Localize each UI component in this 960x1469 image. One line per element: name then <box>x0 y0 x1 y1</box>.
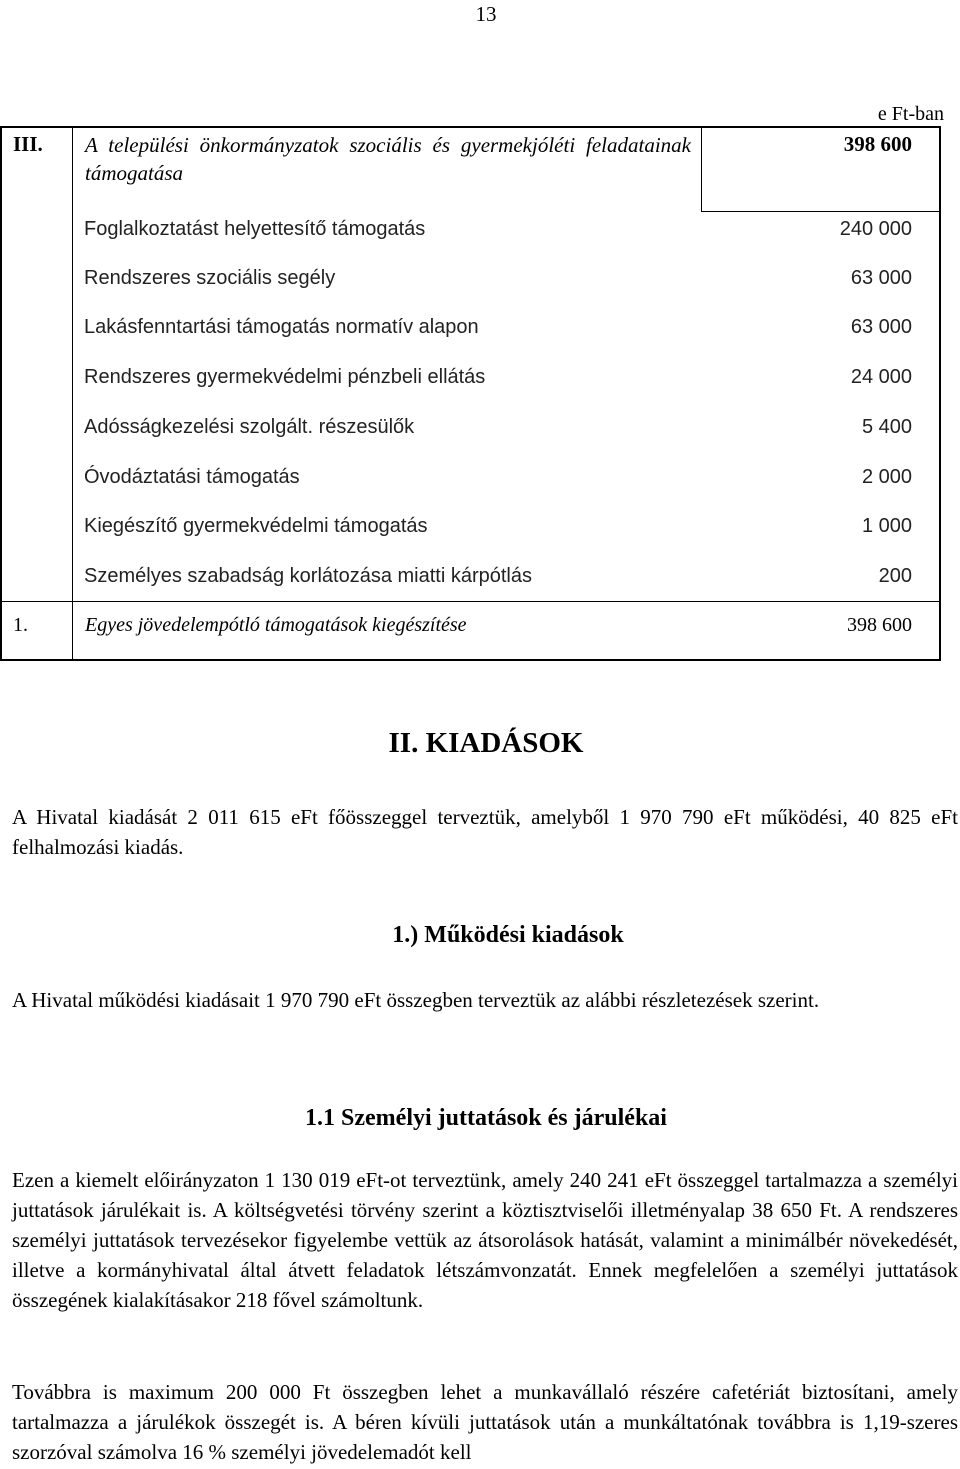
table-total-divider <box>0 601 941 602</box>
table-header-value-divider <box>701 126 702 212</box>
table-row-value: 200 <box>878 565 912 587</box>
total-number: 1. <box>13 614 28 636</box>
page-number: 13 <box>475 2 497 26</box>
section-value: 398 600 <box>843 132 912 156</box>
unit-label: e Ft-ban <box>877 103 944 125</box>
table-left-border <box>0 126 2 661</box>
cafeteria-paragraph: Továbbra is maximum 200 000 Ft összegben lehet a munkavállaló részére cafetériát biztosítani, amely tartalmazza a járulékok összegét is. A béren kívüli juttatások után a munkáltatónak továbbra is 1,19-szeres szorzóval számolva 16 % személyi jövedelemadót kell <box>12 1380 958 1464</box>
support-table <box>0 126 941 661</box>
table-row-label: Személyes szabadság korlátozása miatti kárpótlás <box>84 565 532 587</box>
table-top-border <box>0 126 941 128</box>
section-roman: III. <box>13 132 43 156</box>
table-row-value: 24 000 <box>850 366 912 388</box>
table-row-label: Foglalkoztatást helyettesítő támogatás <box>84 218 426 240</box>
table-row-value: 1 000 <box>861 515 912 537</box>
section-title: A települési önkormányzatok szociális és gyermekjóléti feladatainak támogatása <box>85 133 691 185</box>
table-right-border <box>939 126 941 661</box>
mukodesi-kiadasok-paragraph: A Hivatal működési kiadásait 1 970 790 eFt összegben terveztük az alábbi részletezések szerint. <box>12 988 820 1012</box>
table-row-value: 2 000 <box>861 466 912 488</box>
szemelyi-juttatasok-paragraph: Ezen a kiemelt előirányzaton 1 130 019 eFt-ot terveztünk, amely 240 241 eFt összeggel tartalmazza a személyi juttatások járulékait is. A költségvetési törvény szerint a köztisztviselői illetményalap 38 650 Ft. A rendszeres személyi juttatások tervezésekor figyelembe vettük az átsorolások hatását, valamint a minimálbér növekedését, illetve a kormányhivatal által átvett feladatok létszámvonzatát. Ennek megfelelően a személyi juttatások összegének kialakításakor 218 fővel számoltunk. <box>12 1168 958 1312</box>
section-heading-kiadasok: II. KIADÁSOK <box>388 727 584 759</box>
table-num-column-divider <box>72 126 73 661</box>
table-row-value: 240 000 <box>839 218 912 240</box>
table-row-label: Lakásfenntartási támogatás normatív alapon <box>84 316 479 338</box>
table-header-bottom-border <box>701 211 941 212</box>
table-row-value: 63 000 <box>850 316 912 338</box>
table-row-label: Rendszeres szociális segély <box>84 267 336 289</box>
table-row-label: Óvodáztatási támogatás <box>84 466 300 488</box>
table-row-label: Rendszeres gyermekvédelmi pénzbeli ellátás <box>84 366 486 388</box>
total-value: 398 600 <box>847 614 912 636</box>
total-label: Egyes jövedelempótló támogatások kiegészítése <box>85 614 467 636</box>
table-row-value: 63 000 <box>850 267 912 289</box>
kiadasok-intro-paragraph: A Hivatal kiadását 2 011 615 eFt főösszeggel terveztük, amelyből 1 970 790 eFt működési, 40 825 eFt felhalmozási kiadás. <box>12 805 958 859</box>
table-row-value: 5 400 <box>861 416 912 438</box>
table-row-label: Adósságkezelési szolgált. részesülők <box>84 416 415 438</box>
table-row-label: Kiegészítő gyermekvédelmi támogatás <box>84 515 428 537</box>
subheading-szemelyi-juttatasok: 1.1 Személyi juttatások és járulékai <box>305 1105 667 1131</box>
table-bottom-border <box>0 659 941 661</box>
subheading-mukodesi-kiadasok: 1.) Működési kiadások <box>392 922 624 948</box>
